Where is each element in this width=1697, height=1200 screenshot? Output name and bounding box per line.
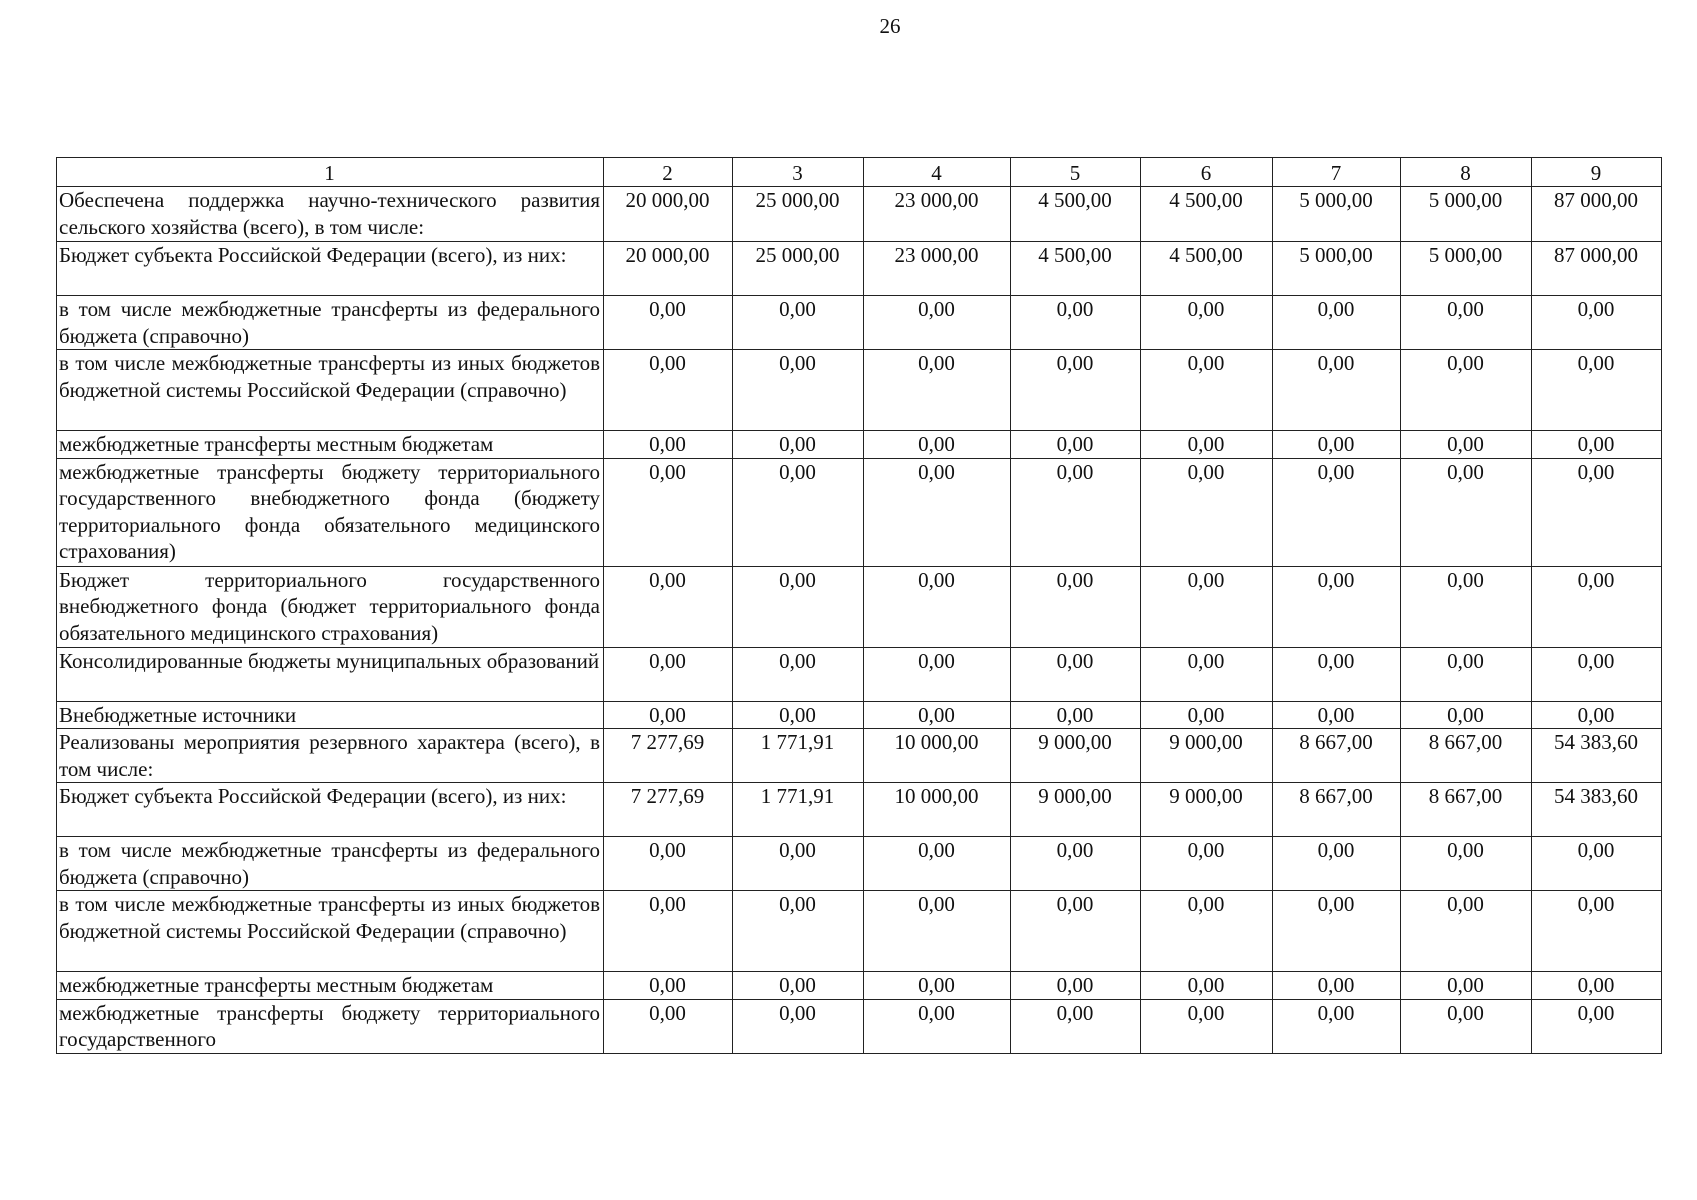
- value-cell: 8 667,00: [1401, 729, 1532, 783]
- value-cell: 4 500,00: [1011, 242, 1141, 296]
- value-cell: 0,00: [604, 647, 733, 701]
- value-cell: 0,00: [733, 566, 864, 647]
- value-cell: 0,00: [864, 891, 1011, 972]
- value-cell: 0,00: [1401, 458, 1532, 566]
- row-label: межбюджетные трансферты бюджету территориального государственного: [57, 999, 604, 1053]
- value-cell: 5 000,00: [1401, 242, 1532, 296]
- value-cell: 0,00: [733, 701, 864, 729]
- table-row: [57, 187, 1662, 242]
- value-cell: 0,00: [1141, 431, 1273, 459]
- value-cell: 0,00: [1011, 972, 1141, 1000]
- budget-table: [56, 157, 1662, 1054]
- value-cell: 0,00: [604, 999, 733, 1053]
- value-cell: 0,00: [1011, 458, 1141, 566]
- value-cell: 0,00: [1141, 647, 1273, 701]
- value-cell: 20 000,00: [604, 187, 733, 242]
- table-row: [57, 783, 1662, 837]
- table-row: [57, 972, 1662, 1000]
- row-label: Консолидированные бюджеты муниципальных образований: [57, 647, 604, 701]
- value-cell: 0,00: [864, 837, 1011, 891]
- value-cell: 0,00: [1401, 350, 1532, 431]
- value-cell: 0,00: [733, 431, 864, 459]
- value-cell: 0,00: [1273, 972, 1401, 1000]
- value-cell: 0,00: [1141, 350, 1273, 431]
- value-cell: 0,00: [864, 972, 1011, 1000]
- value-cell: 0,00: [1532, 296, 1662, 350]
- value-cell: 0,00: [733, 296, 864, 350]
- value-cell: 0,00: [733, 647, 864, 701]
- table-row: [57, 296, 1662, 350]
- value-cell: 0,00: [1273, 837, 1401, 891]
- value-cell: 4 500,00: [1141, 242, 1273, 296]
- value-cell: 0,00: [604, 296, 733, 350]
- value-cell: 8 667,00: [1273, 783, 1401, 837]
- value-cell: 0,00: [604, 701, 733, 729]
- value-cell: 0,00: [864, 458, 1011, 566]
- value-cell: 0,00: [1532, 431, 1662, 459]
- value-cell: 0,00: [604, 350, 733, 431]
- value-cell: 0,00: [1532, 999, 1662, 1053]
- value-cell: 54 383,60: [1532, 729, 1662, 783]
- value-cell: 0,00: [1011, 837, 1141, 891]
- table-row: [57, 431, 1662, 459]
- value-cell: 0,00: [1532, 701, 1662, 729]
- value-cell: 0,00: [1273, 647, 1401, 701]
- value-cell: 7 277,69: [604, 729, 733, 783]
- row-label: Внебюджетные источники: [57, 701, 604, 729]
- value-cell: 0,00: [1011, 891, 1141, 972]
- value-cell: 0,00: [1273, 296, 1401, 350]
- table-row: [57, 701, 1662, 729]
- value-cell: 0,00: [1141, 566, 1273, 647]
- table-row: [57, 566, 1662, 647]
- table-row: [57, 891, 1662, 972]
- value-cell: 0,00: [604, 458, 733, 566]
- value-cell: 0,00: [1011, 566, 1141, 647]
- value-cell: 8 667,00: [1401, 783, 1532, 837]
- table-row: [57, 837, 1662, 891]
- value-cell: 1 771,91: [733, 729, 864, 783]
- value-cell: 0,00: [604, 431, 733, 459]
- table-row: [57, 458, 1662, 566]
- column-header: 5: [1011, 158, 1141, 187]
- value-cell: 4 500,00: [1011, 187, 1141, 242]
- value-cell: 8 667,00: [1273, 729, 1401, 783]
- value-cell: 10 000,00: [864, 783, 1011, 837]
- value-cell: 0,00: [1401, 972, 1532, 1000]
- value-cell: 0,00: [733, 837, 864, 891]
- column-header: 3: [733, 158, 864, 187]
- value-cell: 0,00: [864, 350, 1011, 431]
- value-cell: 0,00: [1273, 431, 1401, 459]
- value-cell: 10 000,00: [864, 729, 1011, 783]
- value-cell: 25 000,00: [733, 242, 864, 296]
- value-cell: 4 500,00: [1141, 187, 1273, 242]
- column-header: 9: [1532, 158, 1662, 187]
- value-cell: 25 000,00: [733, 187, 864, 242]
- column-header: 7: [1273, 158, 1401, 187]
- value-cell: 0,00: [1401, 999, 1532, 1053]
- value-cell: 9 000,00: [1141, 783, 1273, 837]
- row-label: Обеспечена поддержка научно-технического развития сельского хозяйства (всего), в том числе:: [57, 187, 604, 242]
- row-label: Бюджет субъекта Российской Федерации (всего), из них:: [57, 783, 604, 837]
- value-cell: 0,00: [604, 566, 733, 647]
- value-cell: 9 000,00: [1011, 729, 1141, 783]
- row-label: в том числе межбюджетные трансферты из иных бюджетов бюджетной системы Российской Федерации (справочно): [57, 350, 604, 431]
- value-cell: 0,00: [1401, 566, 1532, 647]
- value-cell: 0,00: [1401, 431, 1532, 459]
- row-label: Бюджет субъекта Российской Федерации (всего), из них:: [57, 242, 604, 296]
- value-cell: 0,00: [604, 837, 733, 891]
- value-cell: 0,00: [1011, 999, 1141, 1053]
- value-cell: 0,00: [1401, 296, 1532, 350]
- column-header: 8: [1401, 158, 1532, 187]
- column-header: 4: [864, 158, 1011, 187]
- value-cell: 0,00: [1141, 972, 1273, 1000]
- value-cell: 5 000,00: [1273, 187, 1401, 242]
- value-cell: 0,00: [1532, 458, 1662, 566]
- value-cell: 0,00: [1273, 701, 1401, 729]
- value-cell: 0,00: [1141, 837, 1273, 891]
- row-label: в том числе межбюджетные трансферты из федерального бюджета (справочно): [57, 296, 604, 350]
- value-cell: 5 000,00: [1273, 242, 1401, 296]
- value-cell: 0,00: [1141, 296, 1273, 350]
- value-cell: 0,00: [1401, 891, 1532, 972]
- table-row: [57, 999, 1662, 1053]
- table-row: [57, 242, 1662, 296]
- value-cell: 0,00: [1532, 972, 1662, 1000]
- value-cell: 0,00: [733, 350, 864, 431]
- value-cell: 0,00: [1141, 891, 1273, 972]
- row-label: межбюджетные трансферты местным бюджетам: [57, 972, 604, 1000]
- row-label: в том числе межбюджетные трансферты из федерального бюджета (справочно): [57, 837, 604, 891]
- value-cell: 0,00: [1141, 999, 1273, 1053]
- column-header: 6: [1141, 158, 1273, 187]
- value-cell: 0,00: [864, 431, 1011, 459]
- value-cell: 0,00: [1401, 701, 1532, 729]
- row-label: межбюджетные трансферты бюджету территориального государственного внебюджетного фонда (бюджету территориального фонда обязательного медицинского страхования): [57, 458, 604, 566]
- column-header: 2: [604, 158, 733, 187]
- value-cell: 0,00: [733, 458, 864, 566]
- value-cell: 7 277,69: [604, 783, 733, 837]
- value-cell: 0,00: [604, 891, 733, 972]
- value-cell: 0,00: [733, 999, 864, 1053]
- value-cell: 0,00: [1273, 566, 1401, 647]
- value-cell: 0,00: [1141, 458, 1273, 566]
- row-label: межбюджетные трансферты местным бюджетам: [57, 431, 604, 459]
- table-row: [57, 647, 1662, 701]
- value-cell: 0,00: [864, 647, 1011, 701]
- value-cell: 9 000,00: [1141, 729, 1273, 783]
- value-cell: 5 000,00: [1401, 187, 1532, 242]
- value-cell: 0,00: [1532, 837, 1662, 891]
- value-cell: 23 000,00: [864, 187, 1011, 242]
- value-cell: 0,00: [1273, 458, 1401, 566]
- value-cell: 0,00: [1011, 701, 1141, 729]
- value-cell: 0,00: [864, 999, 1011, 1053]
- value-cell: 20 000,00: [604, 242, 733, 296]
- value-cell: 0,00: [864, 296, 1011, 350]
- value-cell: 87 000,00: [1532, 187, 1662, 242]
- page-number: 26: [879, 14, 901, 38]
- row-label: Бюджет территориального государственного внебюджетного фонда (бюджет территориального фонда обязательного медицинского страхования): [57, 566, 604, 647]
- value-cell: 0,00: [1011, 350, 1141, 431]
- value-cell: 0,00: [1532, 350, 1662, 431]
- value-cell: 0,00: [1141, 701, 1273, 729]
- table-row: [57, 350, 1662, 431]
- value-cell: 0,00: [1401, 837, 1532, 891]
- value-cell: 0,00: [1011, 431, 1141, 459]
- value-cell: 54 383,60: [1532, 783, 1662, 837]
- value-cell: 0,00: [1273, 891, 1401, 972]
- value-cell: 0,00: [604, 972, 733, 1000]
- value-cell: 0,00: [1532, 647, 1662, 701]
- value-cell: 1 771,91: [733, 783, 864, 837]
- value-cell: 0,00: [1273, 350, 1401, 431]
- value-cell: 0,00: [864, 701, 1011, 729]
- value-cell: 9 000,00: [1011, 783, 1141, 837]
- table-row: [57, 729, 1662, 783]
- value-cell: 0,00: [733, 972, 864, 1000]
- value-cell: 0,00: [1273, 999, 1401, 1053]
- value-cell: 0,00: [1011, 296, 1141, 350]
- value-cell: 23 000,00: [864, 242, 1011, 296]
- value-cell: 0,00: [1532, 891, 1662, 972]
- row-label: в том числе межбюджетные трансферты из иных бюджетов бюджетной системы Российской Федерации (справочно): [57, 891, 604, 972]
- value-cell: 0,00: [1401, 647, 1532, 701]
- value-cell: 0,00: [1532, 566, 1662, 647]
- value-cell: 0,00: [864, 566, 1011, 647]
- value-cell: 0,00: [733, 891, 864, 972]
- value-cell: 0,00: [1011, 647, 1141, 701]
- column-header: 1: [57, 158, 604, 187]
- row-label: Реализованы мероприятия резервного характера (всего), в том числе:: [57, 729, 604, 783]
- value-cell: 87 000,00: [1532, 242, 1662, 296]
- header-row: [57, 158, 1662, 187]
